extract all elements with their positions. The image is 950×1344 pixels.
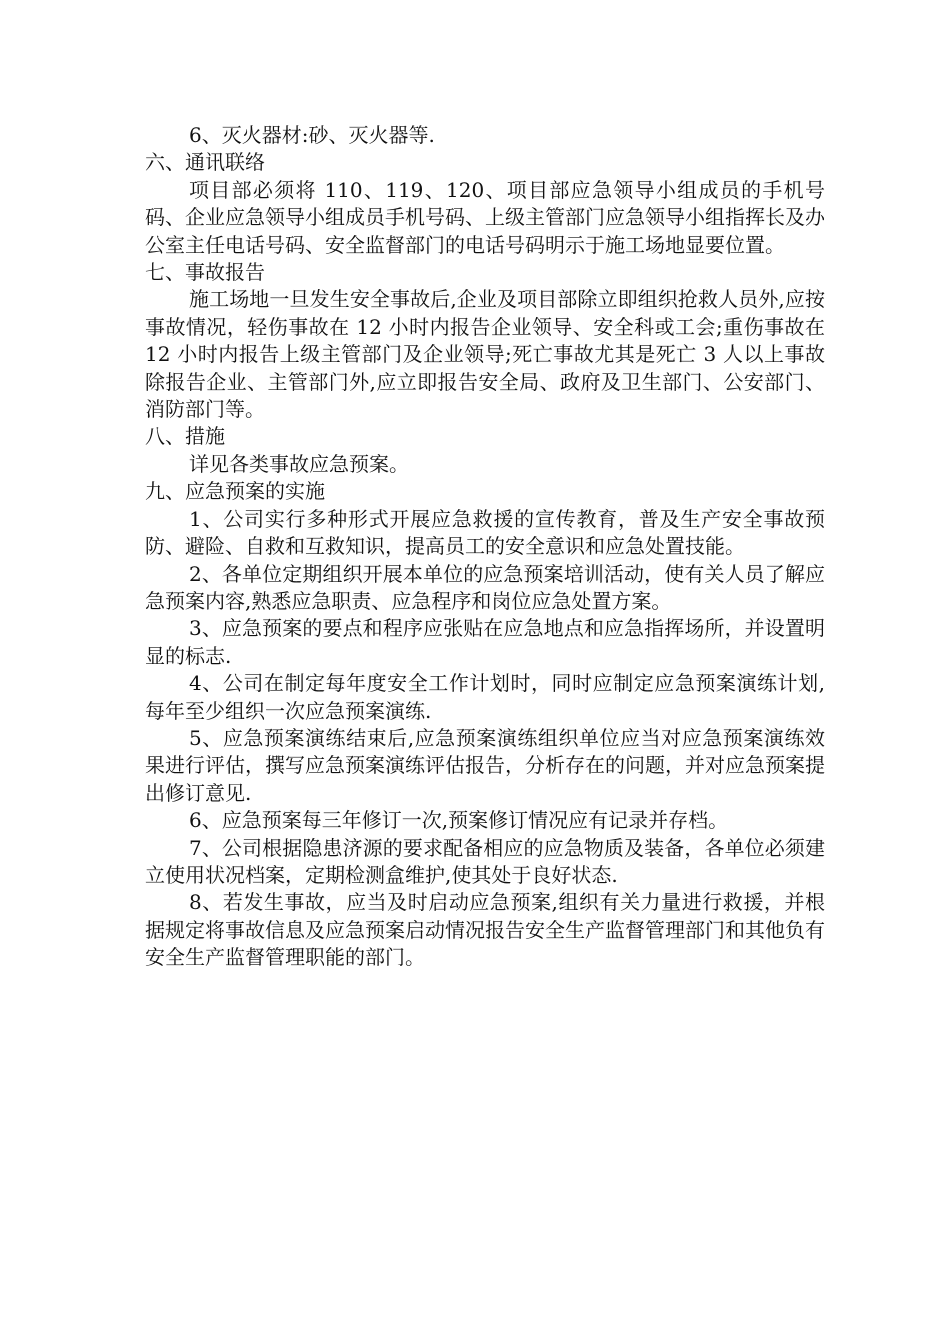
paragraph-measures: 详见各类事故应急预案。 [189, 451, 409, 476]
section-heading-communication: 六、通讯联络 [145, 150, 265, 175]
paragraph-fire-equipment: 6、灭火器材:砂、灭火器等. [189, 123, 435, 147]
list-item-implementation-3: 3、应急预案的要点和程序应张贴在应急地点和应急指挥场所，并设置明显的标志. [145, 616, 825, 668]
section-heading-accident-report: 七、事故报告 [145, 260, 265, 285]
section-heading-measures: 八、措施 [145, 424, 225, 449]
list-item-implementation-2: 2、各单位定期组织开展本单位的应急预案培训活动，使有关人员了解应急预案内容,熟悉应急职责、应急程序和岗位应急处置方案。 [145, 561, 825, 613]
list-item-implementation-8: 8、若发生事故，应当及时启动应急预案,组织有关力量进行救援，并根据规定将事故信息及应急预案启动情况报告安全生产监督管理部门和其他负有安全生产监督管理职能的部门。 [145, 890, 825, 970]
list-item-implementation-1: 1、公司实行多种形式开展应急救援的宣传教育，普及生产安全事故预防、避险、自救和互救知识，提高员工的安全意识和应急处置技能。 [145, 506, 825, 559]
paragraph-accident-report: 施工场地一旦发生安全事故后,企业及项目部除立即组织抢救人员外,应按事故情况，轻伤事故在 12 小时内报告企业领导、安全科或工会;重伤事故在 12 小时内报告上级主管部门及企业领导;死亡事故尤其是死亡 3 人以上事故除报告企业、主管部门外,应立即报告安全局、政府及卫生部门、公安部门、消防部门等。 [145, 287, 825, 422]
paragraph-communication: 项目部必须将 110、119、120、项目部应急领导小组成员的手机号码、企业应急领导小组成员手机号码、上级主管部门应急领导小组指挥长及办公室主任电话号码、安全监督部门的电话号码明示于施工场地显要位置。 [145, 177, 825, 257]
section-heading-implementation: 九、应急预案的实施 [145, 479, 325, 504]
list-item-implementation-6: 6、应急预案每三年修订一次,预案修订情况应有记录并存档。 [189, 808, 729, 833]
list-item-implementation-7: 7、公司根据隐患济源的要求配备相应的应急物质及装备，各单位必须建立使用状况档案，定期检测盒维护,使其处于良好状态. [145, 835, 825, 887]
list-item-implementation-5: 5、应急预案演练结束后,应急预案演练组织单位应当对应急预案演练效果进行评估，撰写应急预案演练评估报告，分析存在的问题，并对应急预案提出修订意见. [145, 725, 825, 805]
list-item-implementation-4: 4、公司在制定每年度安全工作计划时，同时应制定应急预案演练计划,每年至少组织一次应急预案演练. [145, 671, 825, 723]
document-body [145, 122, 825, 972]
